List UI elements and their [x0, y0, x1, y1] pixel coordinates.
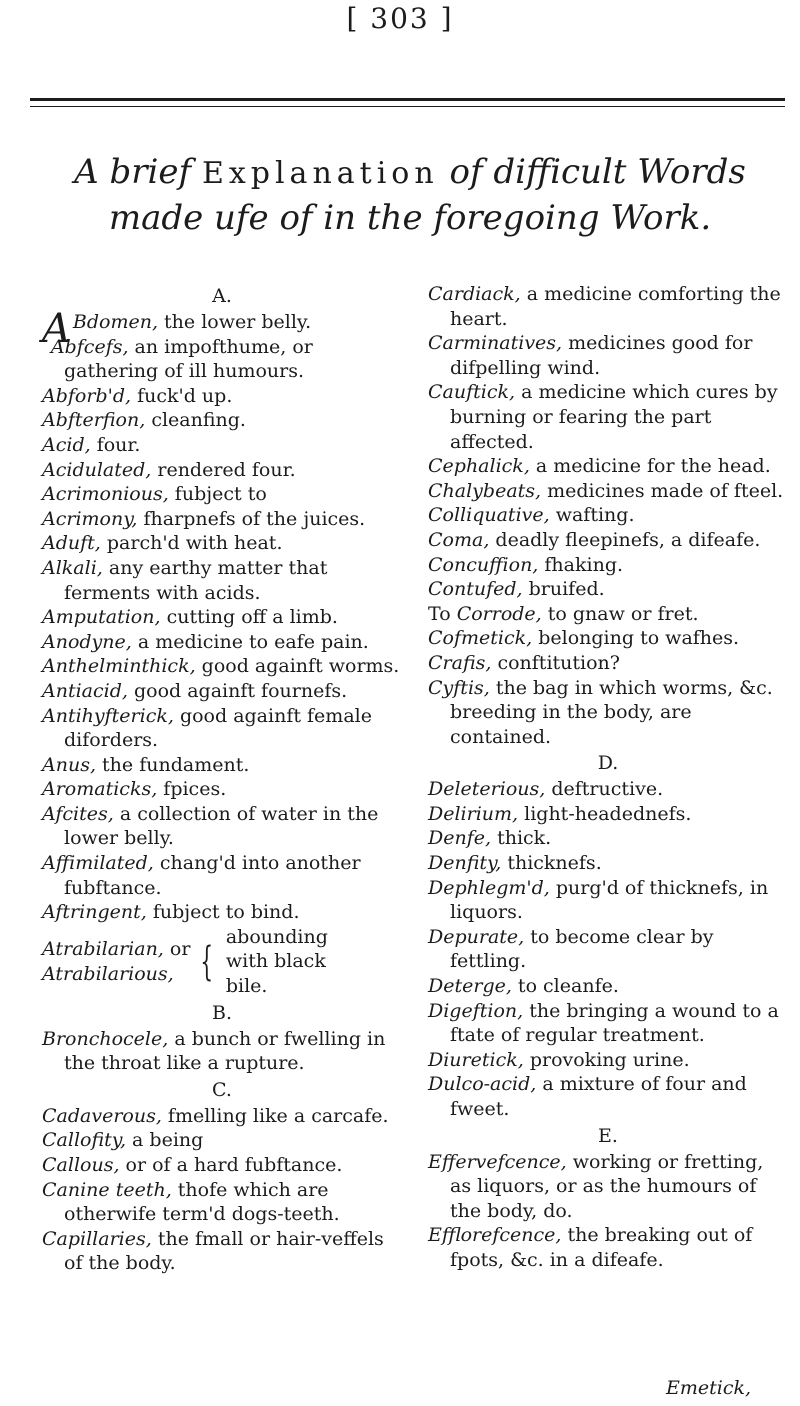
entry-definition: the bringing a wound to a ftate of regular treatment.	[450, 999, 779, 1047]
entry-definition: provoking urine.	[523, 1048, 690, 1071]
glossary-entry	[428, 851, 788, 876]
entry-term: Abfterfion,	[42, 409, 146, 432]
glossary-entry	[428, 602, 788, 627]
glossary-entry	[428, 651, 788, 676]
entry-term: Contufed,	[428, 578, 523, 601]
entry-definition: the breaking out of fpots, &c. in a difeafe.	[450, 1224, 753, 1271]
glossary-entry	[428, 802, 788, 827]
glossary-entry	[42, 802, 402, 851]
entry-term: Effervefcence,	[428, 1150, 567, 1173]
entry-prefix: To	[428, 602, 457, 625]
entry-term: Deterge,	[428, 975, 512, 998]
entry-definition: any earthy matter that ferments with acids.	[64, 556, 328, 604]
entry-term: Cauftick,	[428, 381, 516, 404]
entry-definition: cleanfing.	[145, 409, 246, 432]
glossary-entry	[428, 282, 788, 331]
entry-term: Bronchocele,	[42, 1027, 169, 1050]
drop-cap: A	[42, 306, 71, 352]
entry-term: Concuffion,	[428, 553, 539, 576]
entry-term: Acrimonious,	[42, 483, 169, 506]
section-letter-d: D.	[597, 752, 619, 775]
entry-term: Cephalick,	[428, 455, 530, 478]
glossary-entry	[42, 556, 402, 605]
entry-term: Dephlegm'd,	[428, 876, 550, 899]
brace-glyph: {	[200, 938, 214, 985]
entry-term: Atrabilarious,	[42, 962, 174, 985]
glossary-entry	[42, 1128, 402, 1153]
entry-term: Delirium,	[428, 802, 519, 825]
entries-a	[42, 306, 402, 925]
entry-definition: a collection of water in the lower belly.	[64, 802, 379, 850]
entry-term: Acid,	[42, 433, 91, 456]
right-column	[428, 282, 788, 1273]
entry-term: Cadaverous,	[42, 1104, 162, 1127]
entry-definition: working or fretting, as liquors, or as the humours of the body, do.	[450, 1150, 764, 1222]
glossary-entry	[42, 1104, 402, 1129]
entry-definition: or of a hard fubftance.	[119, 1154, 343, 1176]
header-rule-thick	[30, 98, 785, 101]
entry-definition: deftructive.	[545, 778, 664, 801]
entry-term: Callous,	[42, 1154, 120, 1176]
entry-term: Antihyfterick,	[42, 704, 174, 727]
glossary-entry	[42, 384, 402, 409]
glossary-entry	[42, 408, 402, 433]
entry-definition: rendered four.	[151, 458, 296, 481]
glossary-entry	[428, 1150, 788, 1224]
glossary-entry	[42, 777, 402, 802]
glossary-entry	[428, 1072, 788, 1121]
entry-term: Acidulated,	[42, 458, 152, 481]
entry-definition: to cleanfe.	[511, 975, 619, 998]
entry-definition: the fundament.	[96, 753, 250, 776]
entry-definition: a medicine to eafe pain.	[131, 630, 369, 653]
entry-definition: fhaking.	[538, 553, 624, 576]
glossary-entry	[428, 380, 788, 454]
entry-term: Coma,	[428, 528, 490, 551]
entry-definition: deadly fleepinefs, a difeafe.	[489, 528, 761, 551]
entries-c-right	[428, 282, 788, 749]
entry-definition: thofe which are otherwife term'd dogs-teeth.	[64, 1178, 340, 1226]
entry-definition: a mixture of four and fweet.	[450, 1073, 747, 1120]
section-letter-b: B.	[211, 1001, 232, 1024]
entry-term: Diuretick,	[428, 1048, 524, 1071]
entry-definition: to become clear by fettling.	[450, 925, 714, 973]
entry-definition: the bag in which worms, &c. breeding in the body, are contained.	[450, 676, 773, 748]
entry-term: Aromaticks,	[42, 778, 158, 801]
header-rule-thin	[30, 106, 785, 107]
entry-term: Abforb'd,	[42, 384, 132, 407]
entry-definition: a being	[126, 1129, 204, 1152]
entry-term: Cardiack,	[428, 283, 521, 305]
glossary-entry	[42, 1227, 402, 1276]
glossary-entry	[428, 1048, 788, 1073]
entry-definition: fubject to	[168, 483, 267, 506]
glossary-entry	[428, 577, 788, 602]
entry-term: Denfe,	[428, 827, 492, 850]
glossary-entry	[42, 531, 402, 556]
entry-definition: fmelling like a carcafe.	[161, 1104, 389, 1127]
entry-term: Acrimony,	[42, 507, 138, 530]
entry-term: Bdomen,	[72, 311, 158, 333]
entries-e	[428, 1150, 788, 1273]
entries-c-left	[42, 1104, 402, 1276]
glossary-entry	[42, 900, 402, 925]
glossary-entry	[42, 433, 402, 458]
entry-definition: medicines good for difpelling wind.	[450, 332, 753, 379]
entry-definition: the fmall or hair-veffels of the body.	[64, 1227, 384, 1275]
entry-term: Efflorefcence,	[428, 1224, 562, 1247]
glossary-entry	[42, 605, 402, 630]
entry-term: Aftringent,	[42, 901, 147, 924]
entry-term: Anodyne,	[42, 630, 132, 653]
glossary-entry	[428, 331, 788, 380]
entry-term: Depurate,	[428, 925, 525, 948]
glossary-entry	[428, 974, 788, 999]
entry-term: Afcites,	[42, 802, 114, 825]
entries-b	[42, 1027, 402, 1076]
entry-term: Cyftis,	[428, 676, 490, 699]
section-letter-c: C.	[212, 1078, 232, 1101]
entry-term: Anthelminthick,	[42, 655, 196, 678]
entry-definition: a medicine comforting the heart.	[450, 283, 781, 330]
entry-definition: the lower belly.	[158, 311, 312, 333]
glossary-entry	[428, 777, 788, 802]
title-line-1	[30, 150, 790, 196]
title-caps: Explanation	[201, 156, 439, 191]
entry-definition: fuck'd up.	[131, 384, 233, 407]
entries-d	[428, 777, 788, 1121]
entry-definition: medicines made of fteel.	[541, 479, 784, 502]
entry-term: Affimilated,	[42, 852, 154, 875]
entry-definition: purg'd of thicknefs, in liquors.	[450, 876, 769, 924]
glossary-entry	[428, 528, 788, 553]
title-post: of difficult Words	[438, 152, 746, 192]
entry-definition: thicknefs.	[501, 852, 602, 875]
entry-term: Denfity,	[428, 852, 502, 875]
section-letter-e: E.	[598, 1124, 618, 1147]
glossary-entry	[428, 826, 788, 851]
glossary-entry	[428, 479, 788, 504]
entry-definition: four.	[90, 433, 141, 456]
entry-term: Crafis,	[428, 651, 492, 674]
entry-definition: thick.	[491, 827, 552, 850]
entry-term: Callofity,	[42, 1129, 127, 1152]
entry-term: Deleterious,	[428, 778, 546, 801]
entry-definition: chang'd into another fubftance.	[64, 852, 361, 899]
entry-term: Alkali,	[42, 556, 103, 579]
glossary-entry	[428, 626, 788, 651]
entry-term: Digeftion,	[428, 999, 524, 1022]
glossary-entry	[428, 454, 788, 479]
glossary-entry	[42, 1178, 402, 1227]
entry-definition: parch'd with heat.	[100, 532, 283, 555]
entry-term: Canine teeth,	[42, 1178, 172, 1201]
atrabilar-entry	[42, 925, 402, 999]
entry-definition: bruifed.	[522, 578, 605, 601]
entry-definition: abounding with black bile.	[225, 925, 328, 998]
glossary-entry	[428, 925, 788, 974]
glossary-entry	[42, 1027, 402, 1076]
entry-term: Corrode,	[456, 602, 542, 625]
entry-definition: to gnaw or fret.	[541, 602, 699, 625]
glossary-entry	[42, 630, 402, 655]
entry-definition: good againft female diforders.	[64, 704, 372, 752]
left-column	[42, 282, 402, 1276]
entry-definition: a bunch or fwelling in the throat like a rupture.	[64, 1027, 386, 1075]
entry-term: Atrabilarian,	[42, 938, 164, 961]
glossary-entry	[42, 851, 402, 900]
glossary-entry	[42, 507, 402, 532]
glossary-entry	[42, 458, 402, 483]
entry-term: Chalybeats,	[428, 479, 542, 502]
title-line-2: made ufe of in the foregoing Work.	[108, 198, 712, 238]
entry-definition: good againft worms.	[195, 655, 400, 678]
entry-term: Amputation,	[42, 606, 161, 629]
entry-definition: fubject to bind.	[146, 901, 300, 924]
entry-term: Cofmetick,	[428, 627, 533, 650]
entry-definition: wafting.	[549, 504, 635, 527]
section-letter-a: A.	[212, 285, 232, 307]
entry-term: Carminatives,	[428, 332, 563, 355]
glossary-entry	[42, 335, 402, 384]
page-title	[30, 150, 790, 240]
entry-term: Antiacid,	[42, 679, 128, 702]
entry-definition: light-headednefs.	[518, 802, 692, 825]
glossary-entry	[42, 679, 402, 704]
glossary-entry	[42, 704, 402, 753]
glossary-entry	[428, 503, 788, 528]
entry-term: Capillaries,	[42, 1227, 152, 1250]
glossary-entry	[428, 1223, 788, 1272]
entry-definition: a medicine which cures by burning or fearing the part affected.	[450, 381, 778, 453]
glossary-entry	[428, 876, 788, 925]
entry-term: Colliquative,	[428, 504, 550, 527]
glossary-entry	[42, 654, 402, 679]
entry-definition: conftitution?	[491, 651, 620, 674]
entry-term: Dulco-acid,	[428, 1073, 537, 1096]
entry-or: or	[163, 938, 191, 961]
entry-definition: fharpnefs of the juices.	[137, 507, 366, 530]
entry-term: Anus,	[42, 753, 96, 776]
glossary-entry	[428, 676, 788, 750]
entry-definition: fpices.	[157, 778, 227, 801]
entry-definition: good againft fournefs.	[127, 679, 348, 702]
entry-definition: a medicine for the head.	[529, 455, 771, 478]
entry-term: Abfcefs,	[50, 335, 129, 358]
entry-definition: belonging to wafhes.	[532, 627, 740, 650]
glossary-entry	[42, 482, 402, 507]
glossary-entry	[428, 553, 788, 578]
title-pre: A brief	[74, 152, 202, 192]
entry-term: Aduft,	[42, 532, 101, 555]
entry-definition: an impofthume, or gathering of ill humours.	[64, 335, 313, 383]
glossary-entry	[42, 1153, 402, 1178]
glossary-entry	[42, 753, 402, 778]
catchword: Emetick,	[666, 1377, 752, 1399]
glossary-entry	[428, 999, 788, 1048]
entry-definition: cutting off a limb.	[160, 606, 338, 629]
page-number: [ 303 ]	[346, 2, 454, 35]
